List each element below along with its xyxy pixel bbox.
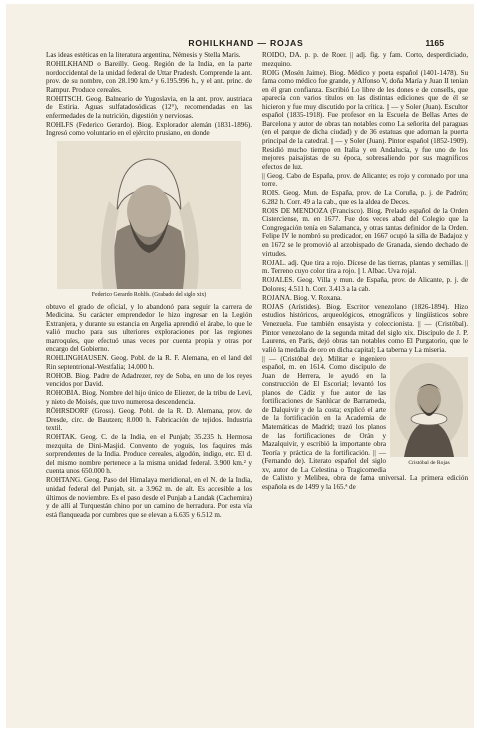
inset-caption: Cristóbal de Rojas — [408, 459, 450, 466]
inset-wrapper — [262, 355, 468, 492]
entry-rois-de-mendoza: ROIS DE MENDOZA (Francisco). Biog. Prelado español de la Orden Cisterciense, m. en 1677. Fue dos veces abad del Colegio que la Congregación tenía en Salamanca, y otras tantas definidor de la Orden. Felipe IV le nombró su predicador, en 1667 ocupó la silla de Badajoz y en 1672 se le promovió al arzobispado de Granada, siendo dechado de virtudes. — [262, 206, 468, 258]
entry-roido: ROIDO, DA. p. p. de Roer. || adj. fig. y fam. Corto, desperdiciado, mezquino. — [262, 51, 468, 68]
entry-rohilkhand: ROHILKHAND o Bareilly. Geog. Región de la India, en la parte nordoccidental de la unidad federal de Uttar Pradesh. Comprende la ant. prov. de su nombre, con 28.190 km.² y 6.195.996 h., y el ant. princ. de Rampur. Produce cereales. — [46, 60, 252, 94]
entry-rojas: ROJAS (Arístides). Biog. Escritor venezolano (1826-1894). Hizo estudios históricos, arqueológicos, etnográficos y lingüísticos sobre Venezuela. Fue también ensayista y coleccionista. || — (Cristóbal). Pintor venezolano de la segunda mitad del siglo xix. Discípulo de J. P. Laurens, en París, dejó obras tan notables como El Purgatorio, que le valió la medalla de oro en dicha capital; La taberna y La miseria. — [262, 302, 468, 354]
entry-rohlinghausen: ROHLINGHAUSEN. Geog. Pobl. de la R. F. Alemana, en el land del Rin septentrional-Westfalia; 14.000 h. — [46, 354, 252, 371]
book-page — [6, 4, 474, 728]
entry-rohrsdorf: RÖHRSDORF (Gross). Geog. Pobl. de la R. D. Alemana, prov. de Dresde, circ. de Bautzen; 8.000 h. Fabricación de tejidos. Industria textil. — [46, 407, 252, 433]
entry-rohobia: ROHOBIA. Biog. Nombre del hijo único de Eliezer, de la tribu de Leví, y nieto de Moisés, que tuvo numerosa descendencia. — [46, 389, 252, 407]
entry-rojales: ROJALES. Geog. Villa y mun. de España, prov. de Alicante, p. j. de Dolores; 4.511 h. Corr. 3.413 a la cab. — [262, 276, 468, 293]
rojas-portrait-inset — [390, 357, 468, 468]
entry-rohitsch: ROHITSCH. Geog. Balneario de Yugoslavia, en la ant. prov. austriaca de Estiria. Aguas sulfatadosódicas (12°), recomendadas en las enfermedades de la nutrición, digestión y nerviosas. — [46, 94, 252, 120]
entry-rohob: ROHOB. Biog. Padre de Adadrezer, rey de Soba, en uno de los reyes vencidos por David. — [46, 371, 252, 389]
portrait-engraving — [57, 141, 241, 289]
left-column — [46, 51, 252, 696]
entry-rojana: ROJANA. Biog. V. Roxana. — [262, 293, 342, 302]
entry-roig: ROIG (Mosén Jaime). Biog. Médico y poeta español (1401-1478). Su fama como médico fue grande, y Alfonso V, doña María y Juan II tenían en él gran confianza. Escribió Lo libre de les dones e de consells, que aparecía con varios títulos en las distintas ediciones que de él se hicieron y fue muy discutido por la crítica. || — y Soler (Juan). Escultor español (1835-1918). Fue profesor en la Escuela de Bellas Artes de Barcelona y autor de obras tan notables como La señorita del paraguas (en el parque de dicha ciudad) y de 36 estatuas que adornan la puerta principal de la catedral. || — y Soler (Juan). Pintor español (1852-1909). Residió mucho tiempo en Italia y en Andalucía, y fue uno de los mejores paisajistas de su época, sobresaliendo por sus magníficos efectos de luz. — [262, 68, 468, 171]
entry-rois: ROIS. Geog. Mun. de España, prov. de La Coruña, p. j. de Padrón; 6.282 h. Corr. 49 a la cab., que es la aldea de Deces. — [262, 189, 468, 206]
rohlfs-portrait — [57, 141, 241, 289]
portrait-caption: Federico Gerardo Rohlfs. (Grabado del siglo xix) — [91, 291, 207, 298]
page-number: 1165 — [425, 38, 444, 48]
rojas-portrait — [390, 357, 468, 457]
rojas-engraving — [390, 357, 468, 457]
entry-rojal: ROJAL. adj. Que tira a rojo. Dícese de las tierras, plantas y semillas. || m. Terreno cuyo color tira a rojo. || l. Albac. Uva rojal. — [262, 258, 468, 276]
running-title: ROHILKHAND — ROJAS — [188, 38, 304, 48]
entry-rohtang: ROHTANG. Geog. Paso del Himalaya meridional, en el N. de la India, unidad federal del Punjab, sit. a 3.962 m. de alt. Es accesible a los últimos de noviembre. Es el paso desde el Punjab a Landak (Cachemira) y de allí al Turquestán chino por un camino de herradura. Por esta vía está flanqueada por cumbres que se elevan a 6.635 y 6.512 m. — [46, 476, 252, 519]
right-column — [262, 51, 468, 696]
entry-rohlfs: ROHLFS (Federico Gerardo). Biog. Explorador alemán (1831-1896). Ingresó como voluntario en el ejército prusiano, en donde — [46, 120, 252, 138]
entry-roig-geog: || Geog. Cabo de España, prov. de Alicante; es rojo y coronado por una torre. — [262, 171, 468, 189]
entry-rojas-continued: || — (Cristóbal de). Militar e ingeniero español, m. en 1614. Como discípulo de Juan de Herrera, le ayudó en la construcción de El Escorial; levantó los planos de Cádiz y fue autor de las fortificaciones de Sanlúcar de Barrameda, de Dalquivir y de la costa; explicó el arte de la fortificación en la Academia de Matemáticas de Madrid; trazó los planos de las fortificaciones de Orán y Mazalquivir, y escribió la importante obra Teoría y práctica de la fortificación. || — (Fernando de). Literato español del siglo xv, autor de La Celestina o Tragicomedia de Calixto y Melibea, obra de fama universal. La primera edición española es de 1499 y la 165.ª de — [262, 354, 468, 491]
entry-rohtak: ROHTAK. Geog. C. de la India, en el Punjab; 35.235 h. Hermosa mezquita de Dini-Masjid. Convento de yoguis, los faquires más sorprendentes de la India. Produce cereales, algodón, índigo, etc. El d. del mismo nombre pertenece a la misma unidad federal. 3.900 km.² y cuenta unos 650.000 h. — [46, 433, 252, 476]
page-header — [6, 14, 474, 48]
entry-paragraph: Las ideas estéticas en la literatura argentina, Némesis y Stella Maris. — [46, 51, 241, 59]
entry-rohlfs-continued: obtuvo el grado de oficial, y lo abandonó para seguir la carrera de Medicina. Su carácter emprendedor le hizo ingresar en la Legión Extranjera, y durante su estancia en Argelia aprendió el árabe, lo que le valió mucho para sus ulteriores exploraciones por las regiones marroquíes, que efectuó unas veces por cuenta propia y otras por encargo del Gobierno. — [46, 302, 252, 354]
